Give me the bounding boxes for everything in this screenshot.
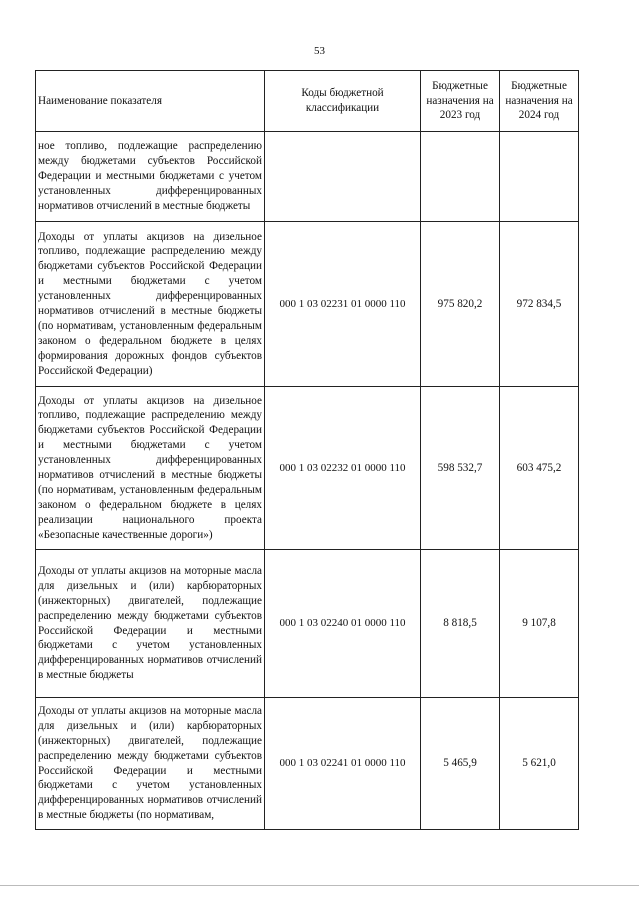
row-code xyxy=(265,132,421,222)
row-value-2024 xyxy=(500,132,579,222)
row-name: Доходы от уплаты акцизов на моторные масла для дизельных и (или) карбюраторных (инжекторных) двигателей, подлежащие распределению между бюджетами субъектов Российской Федерации и местными бюджетами с учетом установленных дифференцированных нормативов отчислений в местные бюджеты (по нормативам, xyxy=(36,698,265,830)
row-code: 000 1 03 02240 01 0000 110 xyxy=(265,550,421,698)
row-value-2023: 598 532,7 xyxy=(421,387,500,550)
table-row xyxy=(36,132,579,222)
row-value-2024: 5 621,0 xyxy=(500,698,579,830)
row-value-2023: 8 818,5 xyxy=(421,550,500,698)
row-code: 000 1 03 02241 01 0000 110 xyxy=(265,698,421,830)
budget-table xyxy=(35,70,579,830)
header-budget-2024: Бюджетные назначения на 2024 год xyxy=(500,71,579,132)
row-value-2024: 603 475,2 xyxy=(500,387,579,550)
row-value-2024: 9 107,8 xyxy=(500,550,579,698)
row-name: Доходы от уплаты акцизов на дизельное топливо, подлежащие распределению между бюджетами субъектов Российской Федерации и местными бюджетами с учетом установленных дифференцированных нормативов отчислений в местные бюджеты (по нормативам, установленным федеральным законом о федеральном бюджете в целях реализации национального проекта «Безопасные качественные дороги») xyxy=(36,387,265,550)
header-indicator-name: Наименование показателя xyxy=(36,71,265,132)
row-code: 000 1 03 02231 01 0000 110 xyxy=(265,222,421,387)
table-row xyxy=(36,698,579,830)
header-budget-2023: Бюджетные назначения на 2023 год xyxy=(421,71,500,132)
header-budget-codes: Коды бюджетной классификации xyxy=(265,71,421,132)
table-header-row xyxy=(36,71,579,132)
row-name: Доходы от уплаты акцизов на моторные масла для дизельных и (или) карбюраторных (инжекторных) двигателей, подлежащие распределению между бюджетами субъектов Российской Федерации и местными бюджетами с учетом установленных дифференцированных нормативов отчислений в местные бюджеты xyxy=(36,550,265,698)
row-name: ное топливо, подлежащие распределению между бюджетами субъектов Российской Федерации и местными бюджетами с учетом установленных дифференцированных нормативов отчислений в местные бюджеты xyxy=(36,132,265,222)
row-name: Доходы от уплаты акцизов на дизельное топливо, подлежащие распределению между бюджетами субъектов Российской Федерации и местными бюджетами с учетом установленных дифференцированных нормативов отчислений в местные бюджеты (по нормативам, установленным федеральным законом о федеральном бюджете в целях формирования дорожных фондов субъектов Российской Федерации) xyxy=(36,222,265,387)
row-value-2024: 972 834,5 xyxy=(500,222,579,387)
row-value-2023: 975 820,2 xyxy=(421,222,500,387)
row-value-2023: 5 465,9 xyxy=(421,698,500,830)
table-row xyxy=(36,550,579,698)
row-code: 000 1 03 02232 01 0000 110 xyxy=(265,387,421,550)
page-bottom-divider xyxy=(0,885,639,886)
row-value-2023 xyxy=(421,132,500,222)
table-row xyxy=(36,387,579,550)
table-row xyxy=(36,222,579,387)
page-number: 53 xyxy=(314,45,325,57)
